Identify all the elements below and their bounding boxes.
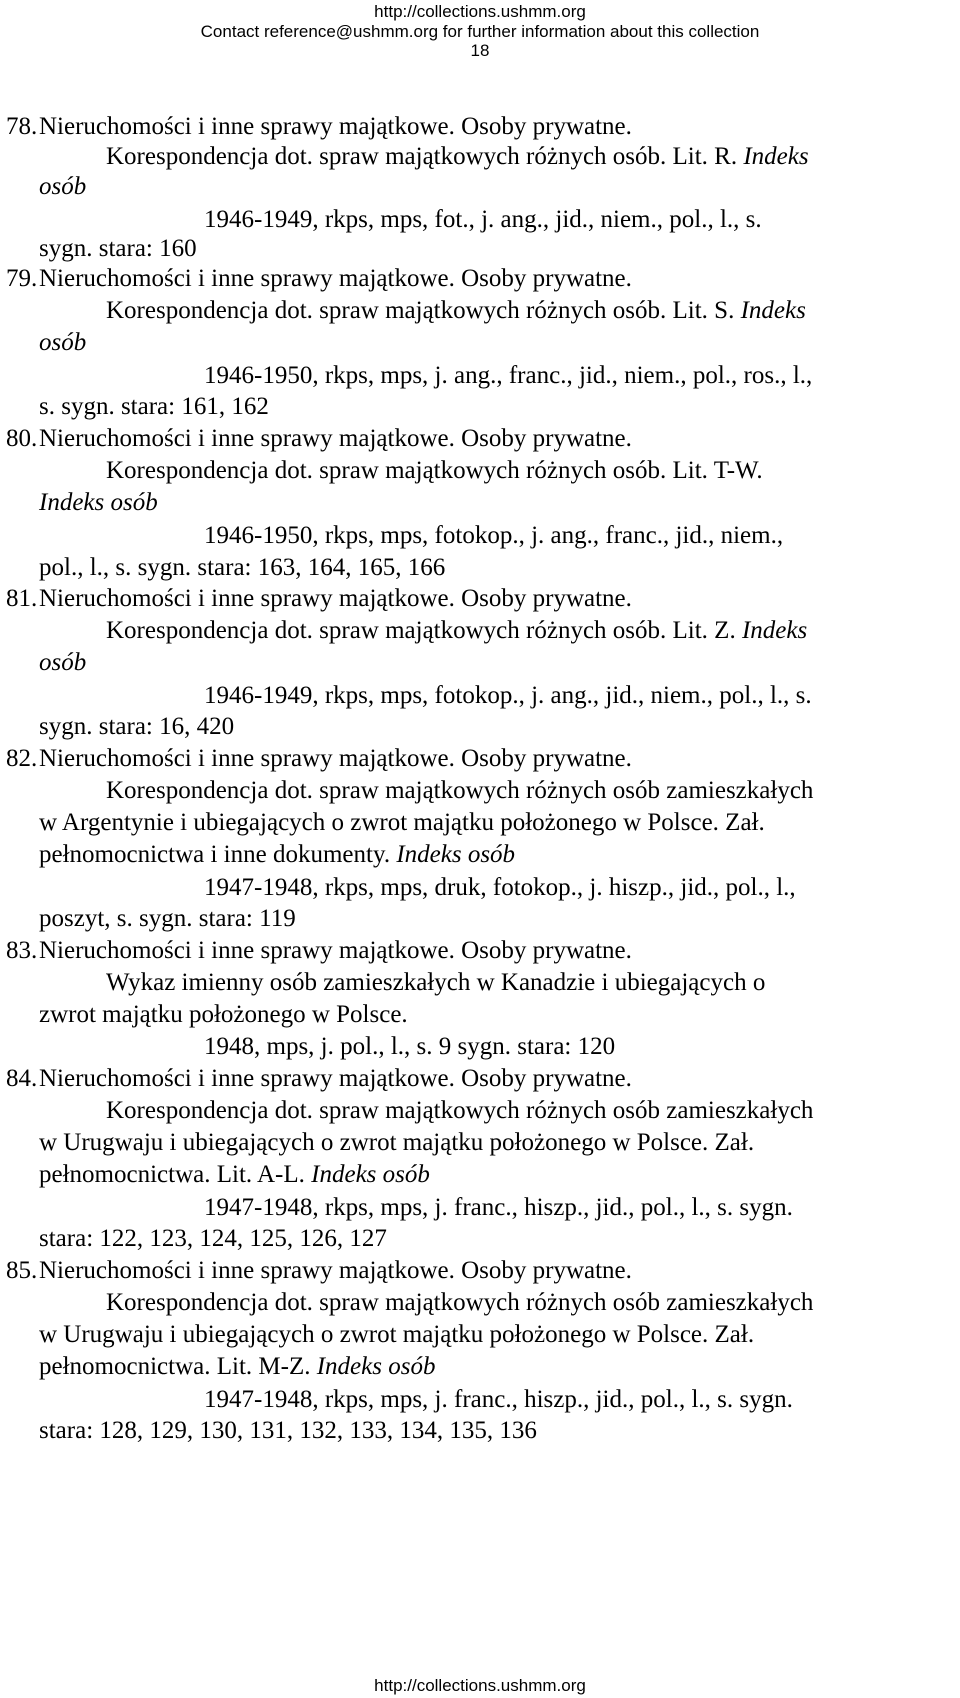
index-note: osób (39, 173, 87, 200)
entry-number: 79. (6, 265, 38, 292)
entry-description: Korespondencja dot. spraw majątkowych różnych osób zamieszkałych (106, 1289, 814, 1316)
index-note: Indeks osób (316, 1353, 436, 1380)
footer-url[interactable]: http://collections.ushmm.org (374, 1676, 586, 1695)
entry-description-cont (39, 328, 86, 358)
header-contact: Contact reference@ushmm.org for further information about this collection (200, 22, 760, 41)
entry-description-cont: zwrot majątku położonego w Polsce. (39, 1001, 408, 1028)
entry-details: 1946-1949, rkps, mps, fot., j. ang., jid., niem., pol., l., s. (204, 206, 762, 233)
index-note: Indeks osób (396, 841, 516, 868)
page-number: 18 (470, 41, 490, 60)
entry-signature: stara: 128, 129, 130, 131, 132, 133, 134, 135, 136 (39, 1417, 537, 1444)
entry-title: Nieruchomości i inne sprawy majątkowe. Osoby prywatne. (39, 1257, 632, 1284)
entry-description-cont: w Urugwaju i ubiegających o zwrot majątku położonego w Polsce. Zał. (39, 1129, 755, 1156)
entry-title: Nieruchomości i inne sprawy majątkowe. Osoby prywatne. (39, 113, 632, 140)
entry-details: 1946-1950, rkps, mps, fotokop., j. ang., franc., jid., niem., (204, 522, 784, 549)
entry-title: Nieruchomości i inne sprawy majątkowe. Osoby prywatne. (39, 425, 632, 452)
entry-details: 1947-1948, rkps, mps, j. franc., hiszp., jid., pol., l., s. sygn. (204, 1386, 793, 1413)
entry-description-cont: w Argentynie i ubiegających o zwrot majątku położonego w Polsce. Zał. (39, 809, 765, 836)
index-note: Indeks (740, 297, 806, 324)
entry-description: Korespondencja dot. spraw majątkowych różnych osób zamieszkałych (106, 777, 814, 804)
entry-description: Korespondencja dot. spraw majątkowych różnych osób zamieszkałych (106, 1097, 814, 1124)
entry-description: Korespondencja dot. spraw majątkowych różnych osób. Lit. S. Indeks (106, 297, 806, 324)
entry-title: Nieruchomości i inne sprawy majątkowe. Osoby prywatne. (39, 937, 632, 964)
entry-details: 1948, mps, j. pol., l., s. 9 sygn. stara: 120 (204, 1033, 616, 1060)
entry-signature: sygn. stara: 16, 420 (39, 713, 235, 740)
entry-number: 82. (6, 745, 38, 772)
index-note: Indeks osób (39, 489, 158, 516)
entry-title: Nieruchomości i inne sprawy majątkowe. Osoby prywatne. (39, 745, 632, 772)
entry-description: Wykaz imienny osób zamieszkałych w Kanadzie i ubiegających o (106, 969, 766, 996)
index-note: Indeks (741, 617, 808, 644)
entry-details: 1947-1948, rkps, mps, j. franc., hiszp., jid., pol., l., s. sygn. (204, 1194, 793, 1221)
entry-details: 1946-1949, rkps, mps, fotokop., j. ang., jid., niem., pol., l., s. (204, 682, 812, 709)
index-note: osób (39, 649, 87, 676)
entry-details: 1947-1948, rkps, mps, druk, fotokop., j. hiszp., jid., pol., l., (204, 874, 796, 901)
entry-description-cont: pełnomocnictwa. Lit. A-L. Indeks osób (39, 1161, 430, 1188)
entry-number: 83. (6, 937, 38, 964)
entry-signature: s. sygn. stara: 161, 162 (39, 393, 269, 420)
entry-details: 1946-1950, rkps, mps, j. ang., franc., jid., niem., pol., ros., l., (204, 362, 813, 389)
entry-description-cont (39, 648, 86, 678)
entry-number: 84. (6, 1065, 38, 1092)
entry-number: 81. (6, 585, 38, 612)
entry-number: 78. (6, 113, 38, 140)
entry-number: 80. (6, 425, 38, 452)
entry-title: Nieruchomości i inne sprawy majątkowe. Osoby prywatne. (39, 1065, 632, 1092)
entry-description: Korespondencja dot. spraw majątkowych różnych osób. Lit. Z. Indeks (106, 617, 808, 644)
entry-description-cont: w Urugwaju i ubiegających o zwrot majątku położonego w Polsce. Zał. (39, 1321, 755, 1348)
entry-description-cont: pełnomocnictwa i inne dokumenty. Indeks osób (39, 841, 516, 868)
entry-description: Korespondencja dot. spraw majątkowych różnych osób. Lit. T-W. (106, 457, 763, 484)
entry-number: 85. (6, 1257, 38, 1284)
entry-description-cont (39, 488, 158, 518)
header-url[interactable]: http://collections.ushmm.org (374, 2, 586, 21)
index-note: Indeks osób (311, 1161, 430, 1188)
entry-signature: poszyt, s. sygn. stara: 119 (39, 905, 296, 932)
entry-description-cont: pełnomocnictwa. Lit. M-Z. Indeks osób (39, 1353, 436, 1380)
index-note: Indeks (743, 143, 809, 170)
entry-signature: sygn. stara: 160 (39, 235, 197, 262)
entry-signature: stara: 122, 123, 124, 125, 126, 127 (39, 1225, 387, 1252)
entry-title: Nieruchomości i inne sprawy majątkowe. Osoby prywatne. (39, 265, 632, 292)
entry-title: Nieruchomości i inne sprawy majątkowe. Osoby prywatne. (39, 585, 632, 612)
entry-description-cont (39, 172, 86, 202)
index-note: osób (39, 329, 87, 356)
entry-description: Korespondencja dot. spraw majątkowych różnych osób. Lit. R. Indeks (106, 143, 809, 170)
entry-signature: pol., l., s. sygn. stara: 163, 164, 165, 166 (39, 554, 446, 581)
